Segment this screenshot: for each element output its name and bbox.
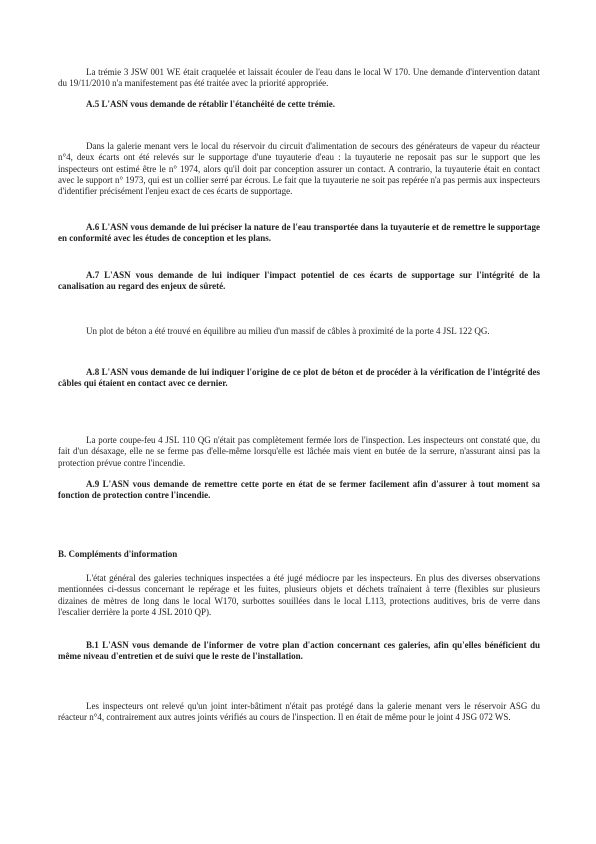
request-b1: B.1 L'ASN vous demande de l'informer de votre plan d'action concernant ces galeries, afin qu'elles bénéficient du même niveau d'entretien et de suivi que le reste de l'installation.: [58, 640, 540, 662]
paragraph-porte-coupe-feu: La porte coupe-feu 4 JSL 110 QG n'était pas complètement fermée lors de l'inspection. Les inspecteurs ont constaté que, du fait d'un désaxage, elle ne se ferme pas d'elle-même lorsqu'elle est lâchée mais vient en butée de la serrure, n'assurant ainsi pas la protection prévue contre l'incendie.: [58, 435, 540, 468]
request-a8: A.8 L'ASN vous demande de lui indiquer l'origine de ce plot de béton et de procéder à la vérification de l'intégrité des câbles qui étaient en contact avec ce dernier.: [58, 367, 540, 389]
paragraph-supportage: Dans la galerie menant vers le local du réservoir du circuit d'alimentation de secours des générateurs de vapeur du réacteur n°4, deux écarts ont été relevés sur le supportage d'une tuyauterie d'eau : la tuyauterie ne reposait pas sur le support que les inspecteurs ont estimé être le n° 1974, alors qu'il doit par conception assurer un contact. A contrario, la tuyauterie était en contact avec le support n° 1973, qui est un collier serré par écrous. Le fait que la tuyauterie ne soit pas repérée n'a pas permis aux inspecteurs d'identifier précisément l'enjeu exact de ces écarts de supportage.: [58, 141, 540, 197]
section-b-heading: B. Compléments d'information: [58, 549, 178, 559]
paragraph-plot-beton: Un plot de béton a été trouvé en équilibre au milieu d'un massif de câbles à proximité de la porte 4 JSL 122 QG.: [86, 326, 490, 336]
request-a6: A.6 L'ASN vous demande de lui préciser la nature de l'eau transportée dans la tuyauterie et de remettre le supportage en conformité avec les études de conception et les plans.: [58, 222, 540, 244]
request-a7: A.7 L'ASN vous demande de lui indiquer l'impact potentiel de ces écarts de supportage sur l'intégrité de la canalisation au regard des enjeux de sûreté.: [58, 270, 540, 292]
request-a9: A.9 L'ASN vous demande de remettre cette porte en état de se fermer facilement afin d'assurer à tout moment sa fonction de protection contre l'incendie.: [58, 479, 540, 501]
paragraph-tremie: La trémie 3 JSW 001 WE était craquelée et laissait écouler de l'eau dans le local W 170. Une demande d'intervention datant du 19/11/2010 n'a manifestement pas été traitée avec la priorité appropriée.: [58, 67, 540, 89]
paragraph-etat-galeries: L'état général des galeries techniques inspectées a été jugé médiocre par les inspecteurs. En plus des diverses observations mentionnées ci-dessus concernant le repérage et les fuites, plusieurs objets et déchets traînaient à terre (flexibles sur plusieurs dizaines de mètres de long dans le local W170, surbottes souillées dans le local L113, protections auditives, bris de verre dans l'escalier derrière la porte 4 JSL 2010 QP).: [58, 573, 540, 617]
paragraph-joint: Les inspecteurs ont relevé qu'un joint inter-bâtiment n'était pas protégé dans la galerie menant vers le réservoir ASG du réacteur n°4, contrairement aux autres joints vérifiés au cours de l'inspection. Il en était de même pour le joint 4 JSG 072 WS.: [58, 701, 540, 723]
request-a5: A.5 L'ASN vous demande de rétablir l'étanchéité de cette trémie.: [86, 99, 336, 109]
